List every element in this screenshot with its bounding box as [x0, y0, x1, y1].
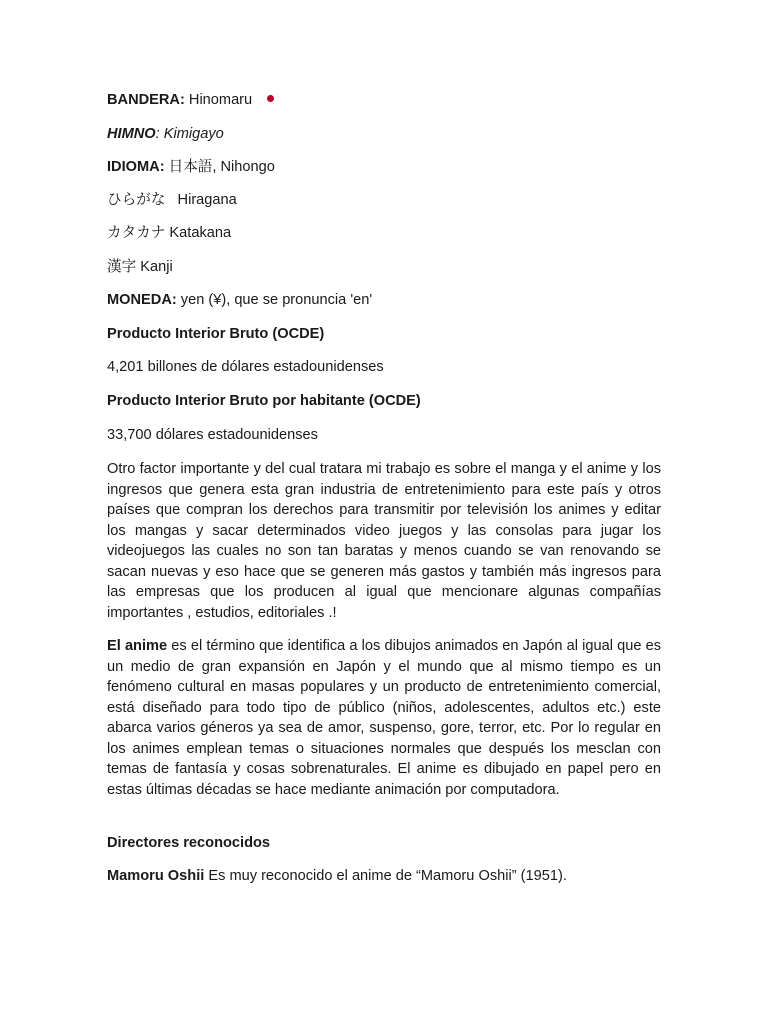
anime-text: es el término que identifica a los dibujos animados en Japón al igual que es un medio de gran expansión en Japón y el mundo que al mismo tiempo es un fenómeno cultural en masas populares y un producto de entretenimiento comercial, está diseñado para todo tipo de público (niños, adolescentes, adultos etc.) este abarca varios géneros ya sea de amor, suspenso, gore, terror, etc. Por lo regular en los animes emplean temas o situaciones normales que después los mesclan con temas de fantasía y cosas sobrenaturales. El anime es dibujado en papel pero en estas últimas décadas se hace mediante animación por computadora. [107, 638, 661, 798]
director-oshii-line [107, 867, 567, 885]
anime-paragraph [107, 636, 661, 800]
director-oshii-name: Mamoru Oshii [107, 868, 205, 884]
pib-habitante-value: 33,700 dólares estadounidenses [107, 427, 318, 443]
idioma-line [107, 158, 275, 176]
kanji-line: 漢字 Kanji [107, 259, 173, 275]
anime-term: El anime [107, 638, 168, 654]
director-oshii-text: Es muy reconocido el anime de “Mamoru Oshii” (1951). [204, 868, 567, 884]
directors-heading: Directores reconocidos [107, 835, 271, 851]
himno-label: HIMNO [107, 126, 156, 142]
himno-value: : Kimigayo [155, 126, 224, 142]
moneda-value: yen (¥), que se pronuncia 'en' [176, 292, 373, 308]
himno-line [107, 125, 224, 143]
moneda-line [107, 291, 372, 309]
bandera-value: Hinomaru [184, 92, 253, 108]
idioma-value: 日本語, Nihongo [164, 159, 275, 175]
moneda-label: MONEDA: [107, 292, 177, 308]
pib-habitante-heading: Producto Interior Bruto por habitante (OCDE) [107, 393, 421, 409]
pib-heading: Producto Interior Bruto (OCDE) [107, 326, 325, 342]
bandera-line [107, 91, 274, 109]
bandera-label: BANDERA: [107, 92, 185, 108]
flag-dot-icon [267, 95, 274, 102]
factor-paragraph: Otro factor importante y del cual tratara mi trabajo es sobre el manga y el anime y los ingresos que genera esta gran industria de entretenimiento para este país y otros países que compran los derechos para transmitir por televisión los animes y editar los mangas y sacar determinados video juegos y las consolas para jugar los videojuegos las cuales no son tan baratas y menos cuando se van renovando se sacan nuevas y eso hace que se generen más gastos y también más ingresos para las empresas que los producen al igual que mencionare algunas compañías importantes , estudios, editoriales .! [107, 461, 661, 621]
pib-value: 4,201 billones de dólares estadounidenses [107, 359, 384, 375]
katakana-line: カタカナ Katakana [107, 225, 232, 241]
idioma-label: IDIOMA: [107, 159, 165, 175]
hiragana-line: ひらがな Hiragana [107, 192, 237, 208]
